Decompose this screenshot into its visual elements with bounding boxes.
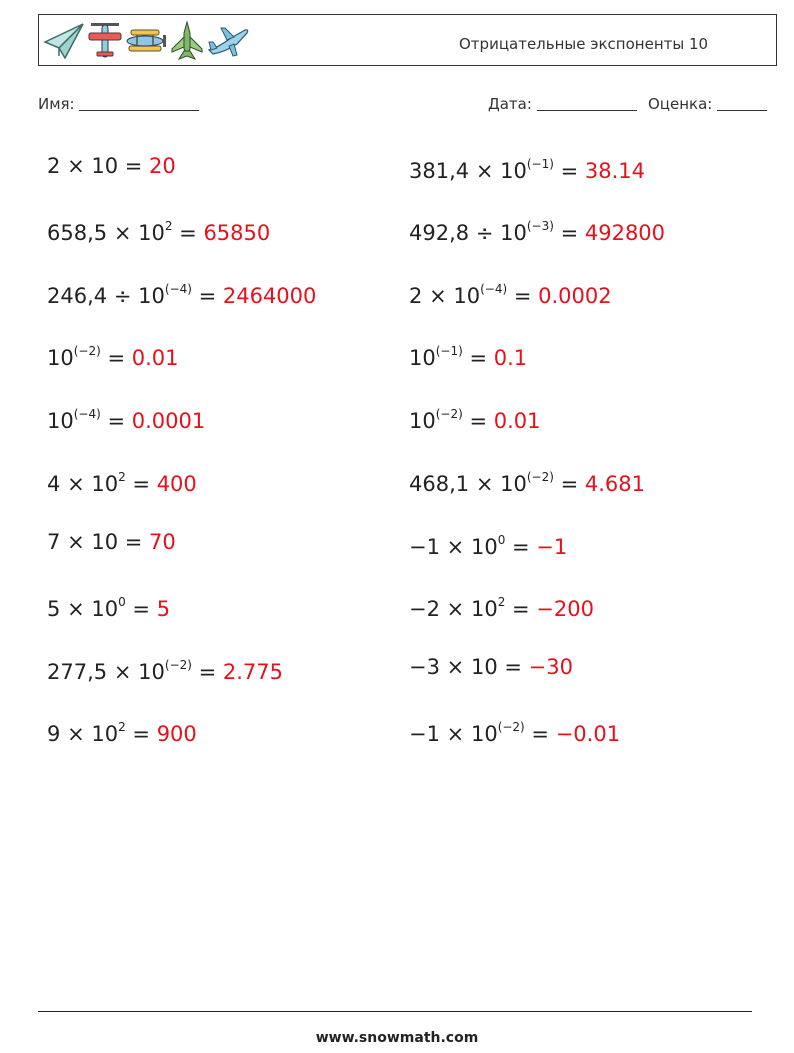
name-blank[interactable] (79, 96, 199, 111)
problem-exponent: (−4) (73, 407, 101, 421)
problem-exponent: 2 (118, 470, 126, 484)
problem-left-10: $9 \times 10^2 = 900$ (47, 720, 197, 746)
problem-exponent: 0 (497, 533, 506, 547)
problem-operator: ÷ (475, 221, 494, 245)
problem-power-base: 10 (91, 154, 119, 178)
problem-answer: 0.01 (493, 409, 541, 433)
problem-power-base: 10 (91, 722, 119, 746)
problem-base: −3 (409, 655, 440, 679)
problem-power-base: 10 (500, 221, 527, 245)
problem-right-9: −3 × 10 = −30 (409, 655, 573, 679)
problem-operator: × (446, 722, 465, 746)
problem-exponent: (−1) (526, 157, 554, 171)
problem-answer: 0.0002 (538, 284, 612, 308)
problem-exponent: 2 (497, 595, 506, 609)
problem-right-7: $-1 \times 10^0 = -1$ (409, 533, 568, 559)
problem-operator: × (446, 655, 465, 679)
problem-base: −2 (409, 597, 440, 621)
problem-power-base: 10 (470, 535, 498, 559)
biplane-icon (125, 24, 167, 58)
problem-base: 2 (409, 284, 423, 308)
problem-operator: × (67, 722, 85, 746)
name-field (38, 95, 199, 113)
problem-base: 468,1 (409, 472, 470, 496)
problem-power-base: 10 (500, 472, 527, 496)
problem-power-base: 10 (409, 346, 436, 370)
problem-left-8: $5 \times 10^0 = 5$ (47, 595, 171, 621)
problem-answer: −1 (536, 535, 568, 559)
problem-right-4: $10^{(-1)} = 0.1$ (409, 344, 528, 370)
problem-power-base: 10 (91, 472, 119, 496)
problem-exponent: (−4) (164, 282, 192, 296)
score-field (648, 95, 767, 113)
problem-power-base: 10 (500, 159, 527, 183)
problem-power-base: 10 (470, 597, 498, 621)
problem-answer: 2.775 (222, 660, 283, 684)
problem-left-5: $10^{(-4)} = 0.0001$ (47, 407, 206, 433)
problem-exponent: (−4) (480, 282, 508, 296)
problem-answer: 0.1 (493, 346, 528, 370)
problem-left-4: $10^{(-2)} = 0.01$ (47, 344, 179, 370)
problem-answer: −200 (536, 597, 594, 621)
problem-exponent: (−2) (164, 658, 192, 672)
problem-power-base: 10 (138, 284, 165, 308)
problem-power-base: 10 (91, 530, 119, 554)
problem-answer: 900 (156, 722, 197, 746)
header-icons (43, 21, 252, 61)
propeller-plane-icon (88, 21, 122, 61)
problem-exponent: 2 (164, 219, 173, 233)
problem-exponent: 2 (118, 720, 126, 734)
problem-power-base: 10 (409, 409, 436, 433)
score-blank[interactable] (717, 96, 767, 111)
footer-url: www.snowmath.com (315, 1030, 479, 1046)
problem-answer: 0.0001 (131, 409, 206, 433)
problem-base: 246,4 (47, 284, 108, 308)
problem-operator: × (446, 535, 465, 559)
problem-operator: ÷ (113, 284, 132, 308)
problem-base: 7 (47, 530, 61, 554)
problem-base: −1 (409, 722, 440, 746)
problem-answer: −0.01 (555, 722, 621, 746)
problem-power-base: 10 (138, 221, 165, 245)
problem-operator: × (67, 154, 85, 178)
score-label: Оценка: (648, 95, 713, 113)
problem-exponent: (−2) (497, 720, 525, 734)
problem-power-base: 10 (91, 597, 119, 621)
problem-answer: 38.14 (584, 159, 645, 183)
problem-power-base: 10 (470, 722, 498, 746)
problem-operator: × (446, 597, 465, 621)
problem-exponent: 0 (118, 595, 126, 609)
problem-right-1: $381,4 \times 10^{(-1)} = 38.14$ (409, 157, 645, 183)
problem-right-6: $468,1 \times 10^{(-2)} = 4.681$ (409, 470, 645, 496)
problem-answer: 4.681 (584, 472, 645, 496)
problem-base: 658,5 (47, 221, 108, 245)
problem-exponent: (−1) (435, 344, 463, 358)
problem-answer: 65850 (203, 221, 271, 245)
problem-operator: × (67, 597, 85, 621)
problem-right-5: $10^{(-2)} = 0.01$ (409, 407, 541, 433)
problem-right-2: $492,8 \div 10^{(-3)} = 492800$ (409, 219, 666, 245)
problem-answer: 20 (149, 154, 176, 178)
problem-operator: × (475, 159, 494, 183)
problem-power-base: 10 (47, 346, 74, 370)
problem-base: 277,5 (47, 660, 108, 684)
problem-operator: × (67, 472, 85, 496)
problem-left-9: $277,5 \times 10^{(-2)} = 2.775$ (47, 658, 283, 684)
problem-power-base: 10 (470, 655, 498, 679)
problem-base: 5 (47, 597, 61, 621)
footer-divider (38, 1011, 752, 1012)
problem-base: 492,8 (409, 221, 470, 245)
problem-base: 4 (47, 472, 61, 496)
problem-left-7: 7 × 10 = 70 (47, 530, 176, 554)
problem-answer: 2464000 (222, 284, 317, 308)
problem-left-6: $4 \times 10^2 = 400$ (47, 470, 197, 496)
problem-answer: 70 (149, 530, 176, 554)
problem-base: 381,4 (409, 159, 470, 183)
problem-exponent: (−3) (526, 219, 554, 233)
problem-answer: 492800 (584, 221, 666, 245)
problem-right-3: $2 \times 10^{(-4)} = 0.0002$ (409, 282, 612, 308)
problem-base: 2 (47, 154, 61, 178)
fighter-jet-icon (170, 21, 204, 61)
problem-operator: × (429, 284, 447, 308)
problem-exponent: (−2) (526, 470, 554, 484)
problem-operator: × (113, 660, 132, 684)
problem-left-1: 2 × 10 = 20 (47, 154, 176, 178)
date-label: Дата: (488, 95, 532, 113)
problem-power-base: 10 (453, 284, 481, 308)
problem-right-8: $-2 \times 10^2 = -200$ (409, 595, 594, 621)
problem-exponent: (−2) (435, 407, 463, 421)
problem-operator: × (475, 472, 494, 496)
problem-left-2: $658,5 \times 10^2 = 65850$ (47, 219, 271, 245)
problem-power-base: 10 (138, 660, 165, 684)
date-field (488, 95, 637, 113)
problem-power-base: 10 (47, 409, 74, 433)
problem-base: 9 (47, 722, 61, 746)
problem-left-3: $246,4 \div 10^{(-4)} = 2464000$ (47, 282, 317, 308)
problem-answer: −30 (528, 655, 573, 679)
jet-plane-icon (207, 24, 249, 58)
problem-exponent: (−2) (73, 344, 101, 358)
problem-base: −1 (409, 535, 440, 559)
problem-operator: × (113, 221, 132, 245)
problem-operator: × (67, 530, 85, 554)
problem-answer: 0.01 (131, 346, 179, 370)
date-blank[interactable] (537, 96, 637, 111)
worksheet-title: Отрицательные экспоненты 10 (459, 35, 709, 53)
worksheet-header (38, 14, 777, 66)
problem-answer: 5 (156, 597, 171, 621)
name-label: Имя: (38, 95, 75, 113)
problem-right-10: $-1 \times 10^{(-2)} = -0.01$ (409, 720, 621, 746)
paper-plane-icon (43, 22, 85, 60)
problem-answer: 400 (156, 472, 197, 496)
